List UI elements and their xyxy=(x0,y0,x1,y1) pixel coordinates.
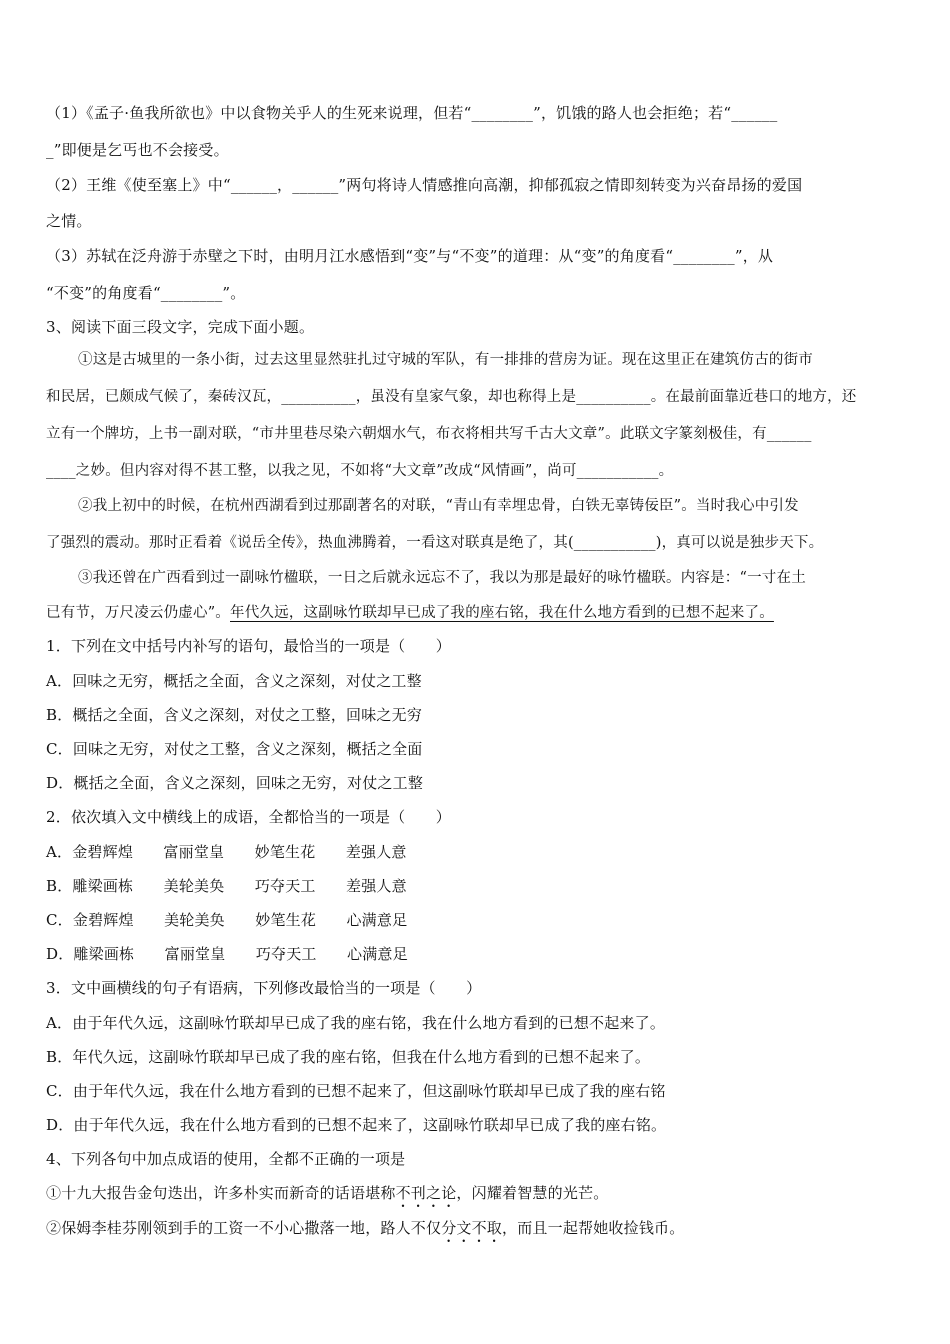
option-a: A．回味之无穷，概括之全面，含义之深刻，对仗之工整 xyxy=(46,672,422,690)
passage-line: 了强烈的震动。那时正看着《说岳全传》，热血沸腾着，一看这对联真是绝了，其(___________)，真可以说是独步天下。 xyxy=(46,535,824,551)
question-2: 2．依次填入文中横线上的成语，全都恰当的一项是（ ） xyxy=(46,808,451,826)
sentence-text: ，闪耀着智慧的光芒。 xyxy=(456,1184,609,1202)
passage-line: ③我还曾在广西看到过一副咏竹楹联，一日之后就永远忘不了，我以为那是最好的咏竹楹联。内容是：“一寸在土 xyxy=(78,570,806,586)
text-line: （2）王维《使至塞上》中“______，______”两句将诗人情感推向高潮，抑郁孤寂之情即刻转变为兴奋昂扬的爱国 xyxy=(46,176,803,194)
text-line: _”即便是乞丐也不会接受。 xyxy=(46,141,229,159)
text-line: （3）苏轼在泛舟游于赤壁之下时，由明月江水感悟到“变”与“不变”的道理：从“变”的角度看“________”，从 xyxy=(46,247,774,265)
text-line: “不变”的角度看“________”。 xyxy=(46,284,246,302)
passage-line: 立有一个牌坊，上书一副对联，“市井里巷尽染六朝烟水气，布衣将相共写千古大文章”。此联文字篆刻极佳，有______ xyxy=(46,426,812,442)
option-d: D．由于年代久远，我在什么地方看到的已想不起来了，这副咏竹联却早已成了我的座右铭。 xyxy=(46,1116,667,1134)
sentence-2 xyxy=(46,1218,684,1246)
passage-line: 和民居，已颇成气候了，秦砖汉瓦，__________，虽没有皇家气象，却也称得上是__________。在最前面靠近巷口的地方，还 xyxy=(46,389,857,405)
passage-line: ____之妙。但内容对得不甚工整，以我之见，不如将“大文章”改成“风情画”，尚可___________。 xyxy=(46,463,674,479)
question-1: 1．下列在文中括号内补写的语句，最恰当的一项是（ ） xyxy=(46,637,451,655)
question-3: 3．文中画横线的句子有语病，下列修改最恰当的一项是（ ） xyxy=(46,979,482,997)
text-line: 之情。 xyxy=(46,212,92,230)
sentence-text: ①十九大报告金句迭出，许多朴实而新奇的话语堪称 xyxy=(46,1184,396,1202)
passage-line: ②我上初中的时候，在杭州西湖看到过那副著名的对联，“青山有幸埋忠骨，白铁无辜铸佞臣”。当时我心中引发 xyxy=(78,498,799,514)
sentence-text: ②保姆李桂芬刚领到手的工资一不小心撒落一地，路人不仅 xyxy=(46,1219,442,1237)
question-4: 4、下列各句中加点成语的使用，全都不正确的一项是 xyxy=(46,1150,406,1168)
dotted-idiom: 分文不取 xyxy=(441,1219,503,1237)
sentence-1 xyxy=(46,1183,608,1211)
option-b: B．概括之全面，含义之深刻，对仗之工整，回味之无穷 xyxy=(46,706,423,724)
option-d: D．概括之全面，含义之深刻，回味之无穷，对仗之工整 xyxy=(46,774,424,792)
option-c: C．回味之无穷，对仗之工整，含义之深刻，概括之全面 xyxy=(46,740,423,758)
option-d: D．雕梁画栋 富丽堂皇 巧夺天工 心满意足 xyxy=(46,945,408,963)
option-c: C．金碧辉煌 美轮美奂 妙笔生花 心满意足 xyxy=(46,911,408,929)
option-b: B．雕梁画栋 美轮美奂 巧夺天工 差强人意 xyxy=(46,877,407,895)
passage-line xyxy=(46,603,774,623)
sentence-text: ，而且一起帮她收捡钱币。 xyxy=(502,1219,685,1237)
option-c: C．由于年代久远，我在什么地方看到的已想不起来了，但这副咏竹联却早已成了我的座右铭 xyxy=(46,1082,666,1100)
option-a: A．金碧辉煌 富丽堂皇 妙笔生花 差强人意 xyxy=(46,843,407,861)
text-line: （1）《孟子·鱼我所欲也》中以食物关乎人的生死来说理，但若“________”，饥饿的路人也会拒绝；若“______ xyxy=(46,104,778,122)
passage-text: 已有节，万尺凌云仍虚心”。 xyxy=(46,605,231,621)
underlined-sentence: 年代久远，这副咏竹联却早已成了我的座右铭，我在什么地方看到的已想不起来了。 xyxy=(230,605,774,621)
option-a: A．由于年代久远，这副咏竹联却早已成了我的座右铭，我在什么地方看到的已想不起来了。 xyxy=(46,1014,666,1032)
section-heading: 3、阅读下面三段文字，完成下面小题。 xyxy=(46,318,315,336)
option-b: B．年代久远，这副咏竹联却早已成了我的座右铭，但我在什么地方看到的已想不起来了。 xyxy=(46,1048,651,1066)
dotted-idiom: 不刊之论 xyxy=(395,1184,457,1202)
passage-line: ①这是古城里的一条小街，过去这里显然驻扎过守城的军队，有一排排的营房为证。现在这里正在建筑仿古的街市 xyxy=(78,352,813,368)
